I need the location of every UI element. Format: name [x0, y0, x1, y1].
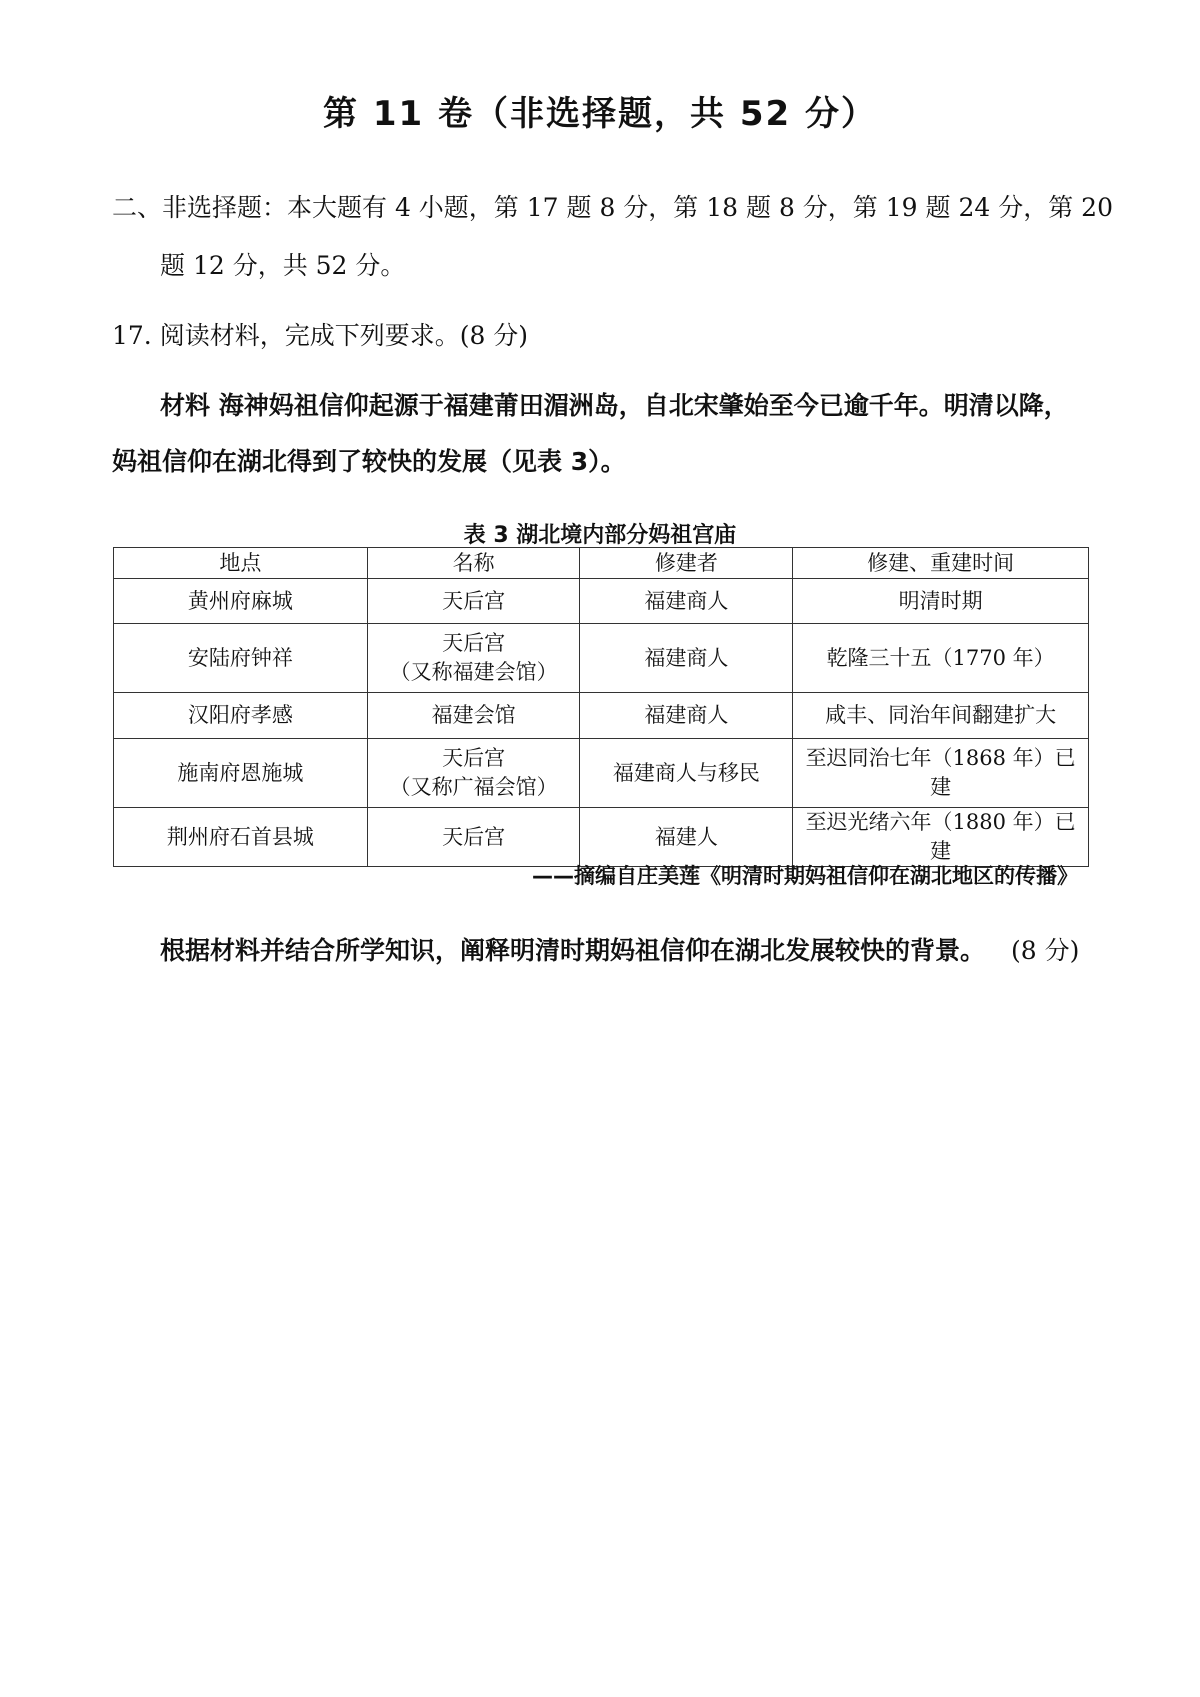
- cell-place: 安陆府钟祥: [114, 624, 368, 693]
- cell-name-line2: （又称广福会馆）: [389, 775, 558, 799]
- cell-builder: 福建人: [580, 808, 793, 867]
- question-17-task: [160, 931, 1079, 967]
- question-17-prompt: 17. 阅读材料，完成下列要求。(8 分): [112, 321, 529, 350]
- cell-time: 至迟光绪六年（1880 年）已建: [793, 808, 1089, 867]
- cell-place: 汉阳府孝感: [114, 693, 368, 739]
- cell-builder: 福建商人: [580, 624, 793, 693]
- cell-name: [367, 693, 580, 739]
- table-row: [114, 693, 1089, 739]
- cell-builder: 福建商人: [580, 579, 793, 624]
- cell-name: [367, 808, 580, 867]
- material-paragraph-line1: 材料 海神妈祖信仰起源于福建莆田湄洲岛，自北宋肇始至今已逾千年。明清以降，: [160, 391, 1069, 420]
- cell-place: 施南府恩施城: [114, 739, 368, 808]
- cell-name-line1: 天后宫: [442, 631, 506, 655]
- material-paragraph-line2: 妈祖信仰在湖北得到了较快的发展（见表 3）。: [112, 447, 626, 476]
- table-row: [114, 579, 1089, 624]
- table-source-citation: ——摘编自庄美莲《明清时期妈祖信仰在湖北地区的传播》: [532, 864, 1078, 888]
- temples-table: [113, 547, 1089, 867]
- cell-name-line1: 天后宫: [442, 746, 506, 770]
- cell-builder: 福建商人与移民: [580, 739, 793, 808]
- cell-builder: 福建商人: [580, 693, 793, 739]
- table-row: [114, 624, 1089, 693]
- page-title: 第 11 卷（非选择题，共 52 分）: [323, 94, 877, 134]
- cell-name-line1: 福建会馆: [431, 703, 516, 727]
- table-header-row: [114, 548, 1089, 579]
- table-row: [114, 739, 1089, 808]
- column-header-place: 地点: [114, 548, 368, 579]
- cell-time: 咸丰、同治年间翻建扩大: [793, 693, 1089, 739]
- cell-place: 荆州府石首县城: [114, 808, 368, 867]
- cell-name-line1: 天后宫: [442, 588, 506, 613]
- cell-place: 黄州府麻城: [114, 579, 368, 624]
- question-17-points: (8 分): [1011, 936, 1080, 965]
- cell-time: 至迟同治七年（1868 年）已建: [793, 739, 1089, 808]
- column-header-name: 名称: [367, 548, 580, 579]
- section-instructions-line1: 二、非选择题：本大题有 4 小题，第 17 题 8 分，第 18 题 8 分，第 19 题 24 分，第 20: [112, 193, 1113, 222]
- cell-name: [367, 624, 580, 693]
- cell-name-line2: （又称福建会馆）: [389, 660, 558, 684]
- section-instructions-line2: 题 12 分，共 52 分。: [160, 251, 406, 280]
- question-17-task-text: 根据材料并结合所学知识，阐释明清时期妈祖信仰在湖北发展较快的背景。: [160, 936, 986, 965]
- column-header-time: 修建、重建时间: [793, 548, 1089, 579]
- column-header-builder: 修建者: [580, 548, 793, 579]
- cell-time: 乾隆三十五（1770 年）: [793, 624, 1089, 693]
- table-row: [114, 808, 1089, 867]
- cell-time: 明清时期: [793, 579, 1089, 624]
- cell-name-line1: 天后宫: [442, 824, 506, 849]
- cell-name: [367, 739, 580, 808]
- table-caption: 表 3 湖北境内部分妈祖宫庙: [463, 523, 737, 548]
- cell-name: [367, 579, 580, 624]
